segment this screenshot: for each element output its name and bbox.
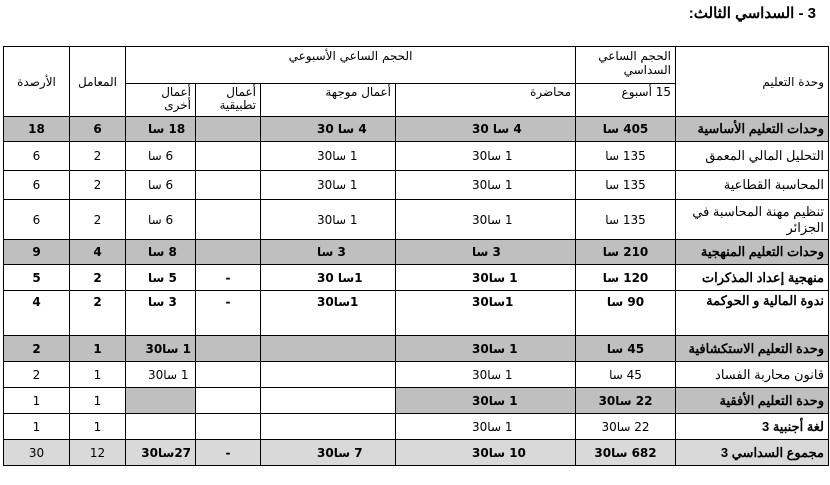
table-row <box>4 117 829 142</box>
cell-coefficient: 2 <box>70 265 126 291</box>
table-row <box>4 291 829 336</box>
cell-applied: - <box>196 440 261 466</box>
cell-credits: 1 <box>4 388 70 414</box>
cell-lecture: 1سا30 <box>396 291 576 336</box>
cell-unit: وحدة التعليم الاستكشافية <box>676 336 829 362</box>
cell-hours: 22 سا30 <box>576 388 676 414</box>
header-weeks: 15 أسبوع <box>576 84 676 117</box>
cell-hours: 682 سا30 <box>576 440 676 466</box>
cell-lecture: 4 سا 30 <box>396 117 576 142</box>
cell-hours: 22 سا30 <box>576 414 676 440</box>
cell-directed <box>261 414 396 440</box>
cell-applied <box>196 117 261 142</box>
cell-hours: 135 سا <box>576 142 676 171</box>
cell-credits: 6 <box>4 142 70 171</box>
cell-other: 1 سا30 <box>126 362 196 388</box>
cell-hours: 405 سا <box>576 117 676 142</box>
cell-unit: تنظيم مهنة المحاسبة في الجزائر <box>676 200 829 240</box>
table-row <box>4 171 829 200</box>
cell-coefficient: 1 <box>70 388 126 414</box>
cell-credits: 30 <box>4 440 70 466</box>
cell-applied: - <box>196 291 261 336</box>
cell-credits: 2 <box>4 362 70 388</box>
header-applied-line1: أعمال <box>226 85 257 99</box>
cell-lecture: 1 سا30 <box>396 265 576 291</box>
cell-directed <box>261 336 396 362</box>
header-applied <box>196 84 261 117</box>
cell-applied <box>196 240 261 265</box>
cell-other: 5 سا <box>126 265 196 291</box>
table-row <box>4 240 829 265</box>
cell-applied <box>196 362 261 388</box>
cell-unit: مجموع السداسي 3 <box>676 440 829 466</box>
cell-directed: 3 سا <box>261 240 396 265</box>
header-coefficient: المعامل <box>70 47 126 117</box>
cell-directed: 1 سا30 <box>261 142 396 171</box>
table-row <box>4 336 829 362</box>
cell-unit: التحليل المالي المعمق <box>676 142 829 171</box>
cell-hours: 135 سا <box>576 200 676 240</box>
cell-applied <box>196 336 261 362</box>
table-row <box>4 414 829 440</box>
cell-other <box>126 414 196 440</box>
header-lecture: محاضرة <box>396 84 576 117</box>
cell-directed: 1 سا30 <box>261 171 396 200</box>
cell-directed: 1سا30 <box>261 291 396 336</box>
cell-directed: 1 سا30 <box>261 200 396 240</box>
cell-coefficient: 2 <box>70 171 126 200</box>
cell-lecture: 1 سا30 <box>396 142 576 171</box>
cell-coefficient: 2 <box>70 200 126 240</box>
header-weekly-hours: الحجم الساعي الأسبوعي <box>126 47 576 84</box>
cell-unit: ندوة المالية و الحوكمة <box>676 291 829 336</box>
header-credits: الأرصدة <box>4 47 70 117</box>
cell-unit: قانون محاربة الفساد <box>676 362 829 388</box>
table-row <box>4 388 829 414</box>
cell-unit: وحدات التعليم المنهجية <box>676 240 829 265</box>
cell-credits: 9 <box>4 240 70 265</box>
cell-credits: 4 <box>4 291 70 336</box>
cell-other: 27سا30 <box>126 440 196 466</box>
cell-hours: 90 سا <box>576 291 676 336</box>
cell-other: 3 سا <box>126 291 196 336</box>
table-row <box>4 265 829 291</box>
cell-coefficient: 4 <box>70 240 126 265</box>
cell-lecture: 1 سا30 <box>396 414 576 440</box>
cell-applied: - <box>196 265 261 291</box>
header-directed: أعمال موجهة <box>261 84 396 117</box>
cell-credits: 6 <box>4 171 70 200</box>
cell-hours: 135 سا <box>576 171 676 200</box>
cell-coefficient: 2 <box>70 291 126 336</box>
header-other-line1: أعمال <box>161 85 192 99</box>
cell-coefficient: 12 <box>70 440 126 466</box>
table-row <box>4 362 829 388</box>
cell-other: 18 سا <box>126 117 196 142</box>
cell-directed <box>261 362 396 388</box>
cell-other <box>126 388 196 414</box>
cell-other: 6 سا <box>126 200 196 240</box>
cell-hours: 45 سا <box>576 362 676 388</box>
cell-other: 6 سا <box>126 171 196 200</box>
table-row <box>4 440 829 466</box>
header-semester-hours <box>576 47 676 84</box>
cell-credits: 5 <box>4 265 70 291</box>
cell-unit: وحدة التعليم الأفقية <box>676 388 829 414</box>
cell-directed: 1سا 30 <box>261 265 396 291</box>
cell-other: 6 سا <box>126 142 196 171</box>
cell-directed: 4 سا 30 <box>261 117 396 142</box>
header-semester-hours-line1: الحجم الساعي <box>598 49 672 63</box>
cell-coefficient: 1 <box>70 414 126 440</box>
cell-coefficient: 2 <box>70 142 126 171</box>
header-other-line2: أخرى <box>164 98 192 112</box>
cell-lecture: 1 سا30 <box>396 336 576 362</box>
cell-unit: المحاسبة القطاعية <box>676 171 829 200</box>
cell-lecture: 3 سا <box>396 240 576 265</box>
cell-coefficient: 1 <box>70 362 126 388</box>
cell-other: 8 سا <box>126 240 196 265</box>
cell-lecture: 10 سا30 <box>396 440 576 466</box>
header-other <box>126 84 196 117</box>
cell-credits: 2 <box>4 336 70 362</box>
header-applied-line2: تطبيقية <box>219 98 257 112</box>
cell-hours: 120 سا <box>576 265 676 291</box>
cell-unit: منهجية إعداد المذكرات <box>676 265 829 291</box>
semester-table <box>3 46 829 466</box>
cell-applied <box>196 142 261 171</box>
cell-applied <box>196 171 261 200</box>
cell-hours: 210 سا <box>576 240 676 265</box>
semester-heading: 3 - السداسي الثالث: <box>688 5 816 22</box>
cell-directed <box>261 388 396 414</box>
cell-applied <box>196 388 261 414</box>
cell-applied <box>196 200 261 240</box>
cell-credits: 18 <box>4 117 70 142</box>
cell-lecture: 1 سا30 <box>396 362 576 388</box>
cell-lecture: 1 سا30 <box>396 171 576 200</box>
cell-applied <box>196 414 261 440</box>
cell-coefficient: 6 <box>70 117 126 142</box>
header-unit: وحدة التعليم <box>676 47 829 117</box>
table-row <box>4 142 829 171</box>
header-semester-hours-line2: السداسي <box>623 63 672 77</box>
cell-credits: 6 <box>4 200 70 240</box>
cell-lecture: 1 سا30 <box>396 200 576 240</box>
cell-coefficient: 1 <box>70 336 126 362</box>
cell-unit: لغة أجنبية 3 <box>676 414 829 440</box>
table-row <box>4 200 829 240</box>
cell-hours: 45 سا <box>576 336 676 362</box>
cell-other: 1 سا30 <box>126 336 196 362</box>
cell-unit: وحدات التعليم الأساسية <box>676 117 829 142</box>
cell-lecture: 1 سا30 <box>396 388 576 414</box>
cell-directed: 7 سا30 <box>261 440 396 466</box>
cell-credits: 1 <box>4 414 70 440</box>
